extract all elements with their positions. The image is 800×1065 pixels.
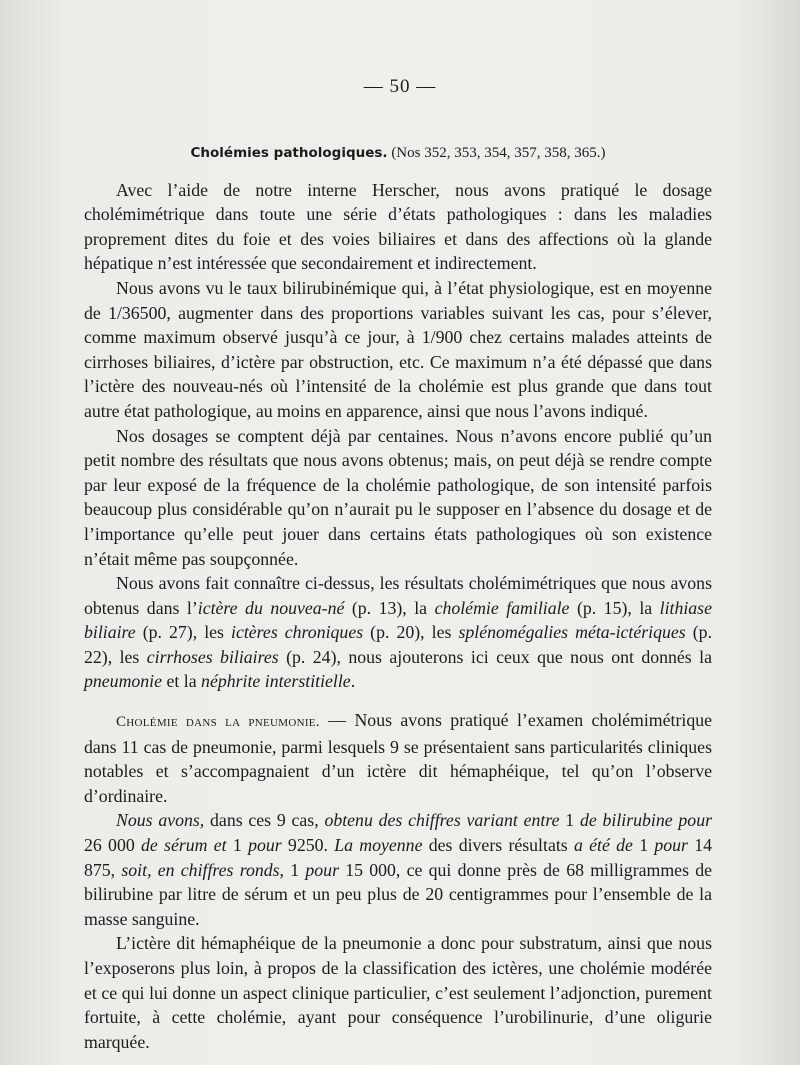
- subsection-lead: Cholémie dans la pneumonie.: [116, 714, 320, 731]
- body-text: [84, 141, 712, 1054]
- paragraph-7: L’ictère dit hémaphéique de la pneumonie a donc pour substratum, ainsi que nous l’exposerons plus loin, à propos de la classification des ictères, une cholémie modérée et ce qui lui donne un aspect clinique particulier, c’est seulement l’adjonction, purement fortuite, à cette cholémie, ayant pour conséquence l’urobilinurie, d’une oligurie marquée.: [84, 933, 712, 1052]
- italic-term: ictères chroniques: [231, 622, 364, 643]
- paragraph-1: Avec l’aide de notre interne Herscher, nous avons pratiqué le dosage cholémimétrique dans toute une série d’états pathologiques : dans les maladies proprement dites du foie et des voies biliaires et dans des affections où la glande hépatique n’est intéressée que secondairement et indirectement.: [84, 179, 712, 274]
- section-title: Cholémies pathologiques.: [190, 145, 388, 161]
- section-refs: (Nos 352, 353, 354, 357, 358, 365.): [391, 145, 606, 161]
- italic-term: néphrite interstitielle: [201, 671, 351, 692]
- paragraph-4: Nous avons fait connaître ci-dessus, les résultats cholémimétriques que nous avons obtenus dans l’ictère du nouvea-né (p. 13), la cholémie familiale (p. 15), la lithiase biliaire (p. 27), les ictères chroniques (p. 20), les splénomégalies méta-ictériques (p. 22), les cirrhoses biliaires (p. 24), nous ajouterons ici ceux que nous ont donnés la pneumonie et la néphrite interstitielle.: [84, 573, 713, 692]
- italic-term: pneumonie: [84, 671, 163, 692]
- italic-term: lithiase biliaire: [84, 597, 712, 643]
- paragraph-6: Nous avons, dans ces 9 cas, obtenu des chiffres variant entre 1 de bilirubine pour 26 000 de sérum et 1 pour 9250. La moyenne des divers résultats a été de 1 pour 14 875, soit, en chiffres ronds, 1 pour 15 000, ce qui donne près de 68 milligrammes de bilirubine par litre de sérum et un peu plus de 20 centigrammes pour l’ensemble de la masse sanguine.: [84, 810, 713, 929]
- italic-term: cholémie familiale: [434, 597, 570, 618]
- paragraph-2: Nous avons vu le taux bilirubinémique qui, à l’état physiologique, est en moyenne de 1/36500, augmenter dans des proportions variables suivant les cas, pour s’élever, comme maximum observé jusqu’à ce jour, à 1/900 chez certains malades atteints de cirrhoses biliaires, d’ictère par obstruction, etc. Ce maximum n’a été dépassé que dans l’ictère des nouveau-nés où l’intensité de la cholémie est plus grande que dans tout autre état pathologique, au moins en apparence, ainsi que nous l’avons indiqué.: [84, 277, 712, 421]
- paragraph-3: Nos dosages se comptent déjà par centaines. Nous n’avons encore publié qu’un petit nombre des résultats que nous avons obtenus; mais, on peut déjà se rendre compte par leur exposé de la fréquence de la cholémie pathologique, de son intensité parfois beaucoup plus considérable qu’on n’aurait pu le supposer en l’absence du dosage et de l’importance qu’elle peut jouer dans certains états pathologiques où son existence n’était même pas soupçonnée.: [84, 425, 712, 569]
- italic-term: ictère du nouvea-né: [197, 597, 345, 618]
- paragraph-5: Cholémie dans la pneumonie. — Nous avons pratiqué l’examen cholémimétrique dans 11 cas de pneumonie, parmi lesquels 9 se présentaient sans particularités cliniques notables et s’accompagnaient d’un ictère dit hémaphéique, tel qu’on l’observe d’ordinaire.: [84, 710, 712, 806]
- section-heading: [84, 141, 712, 166]
- page-number: — 50 —: [363, 76, 437, 97]
- italic-term: cirrhoses biliaires: [146, 646, 279, 667]
- italic-term: splénomégalies méta-ictériques: [458, 622, 686, 643]
